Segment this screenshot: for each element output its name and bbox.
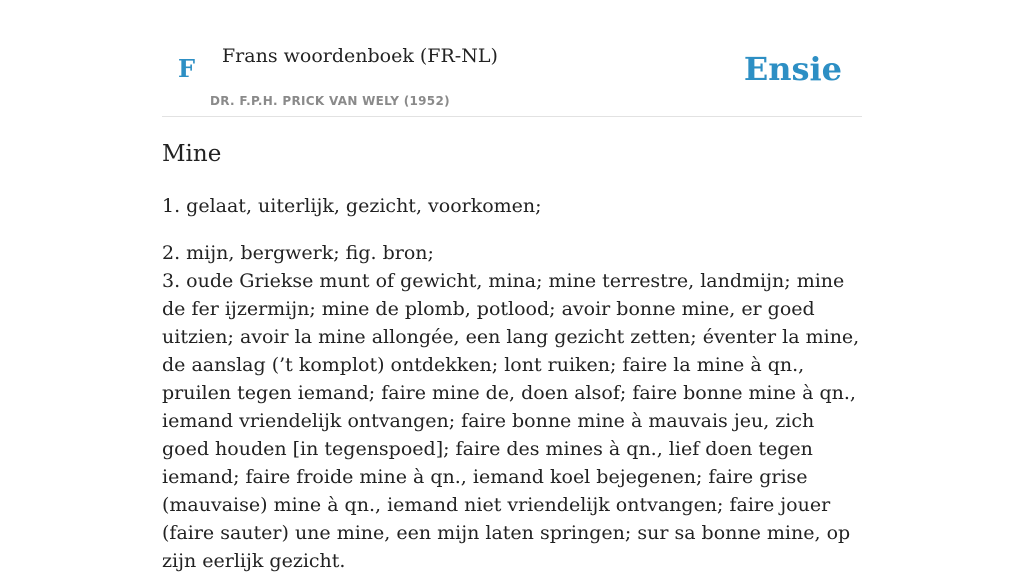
meaning-2: 2. mijn, bergwerk; fig. bron; xyxy=(162,242,434,264)
dictionary-author: DR. F.P.H. PRICK VAN WELY (1952) xyxy=(210,94,450,108)
meaning-1: 1. gelaat, uiterlijk, gezicht, voorkomen; xyxy=(162,195,542,217)
entry-content xyxy=(162,138,862,575)
entry-headword: Mine xyxy=(162,141,222,167)
site-header xyxy=(162,0,862,117)
meaning-3: 3. oude Griekse munt of gewicht, mina; mine terrestre, landmijn; mine de fer ijzermijn; mine de plomb, potlood; avoir bonne mine, er goed uitzien; avoir la mine allongée, een lang gezicht zetten; éventer la mine, de aanslag (’t komplot) ontdekken; lont ruiken; faire la mine à qn., pruilen tegen iemand; faire mine de, doen alsof; faire bonne mine à qn., iemand vriendelijk ontvangen; faire bonne mine à mauvais jeu, zich goed houden [in tegenspoed]; faire des mines à qn., lief doen tegen iemand; faire froide mine à qn., iemand koel bejegenen; faire grise (mauvaise) mine à qn., iemand niet vriendelijk ontvangen; faire jouer (faire sauter) une mine, een mijn laten springen; sur sa bonne mine, op zijn eerlijk gezicht. xyxy=(162,270,860,572)
dictionary-title[interactable]: Frans woordenboek (FR-NL) xyxy=(222,45,498,67)
dictionary-letter-link[interactable]: F xyxy=(178,54,196,83)
ensie-logo[interactable]: Ensie xyxy=(743,50,842,88)
